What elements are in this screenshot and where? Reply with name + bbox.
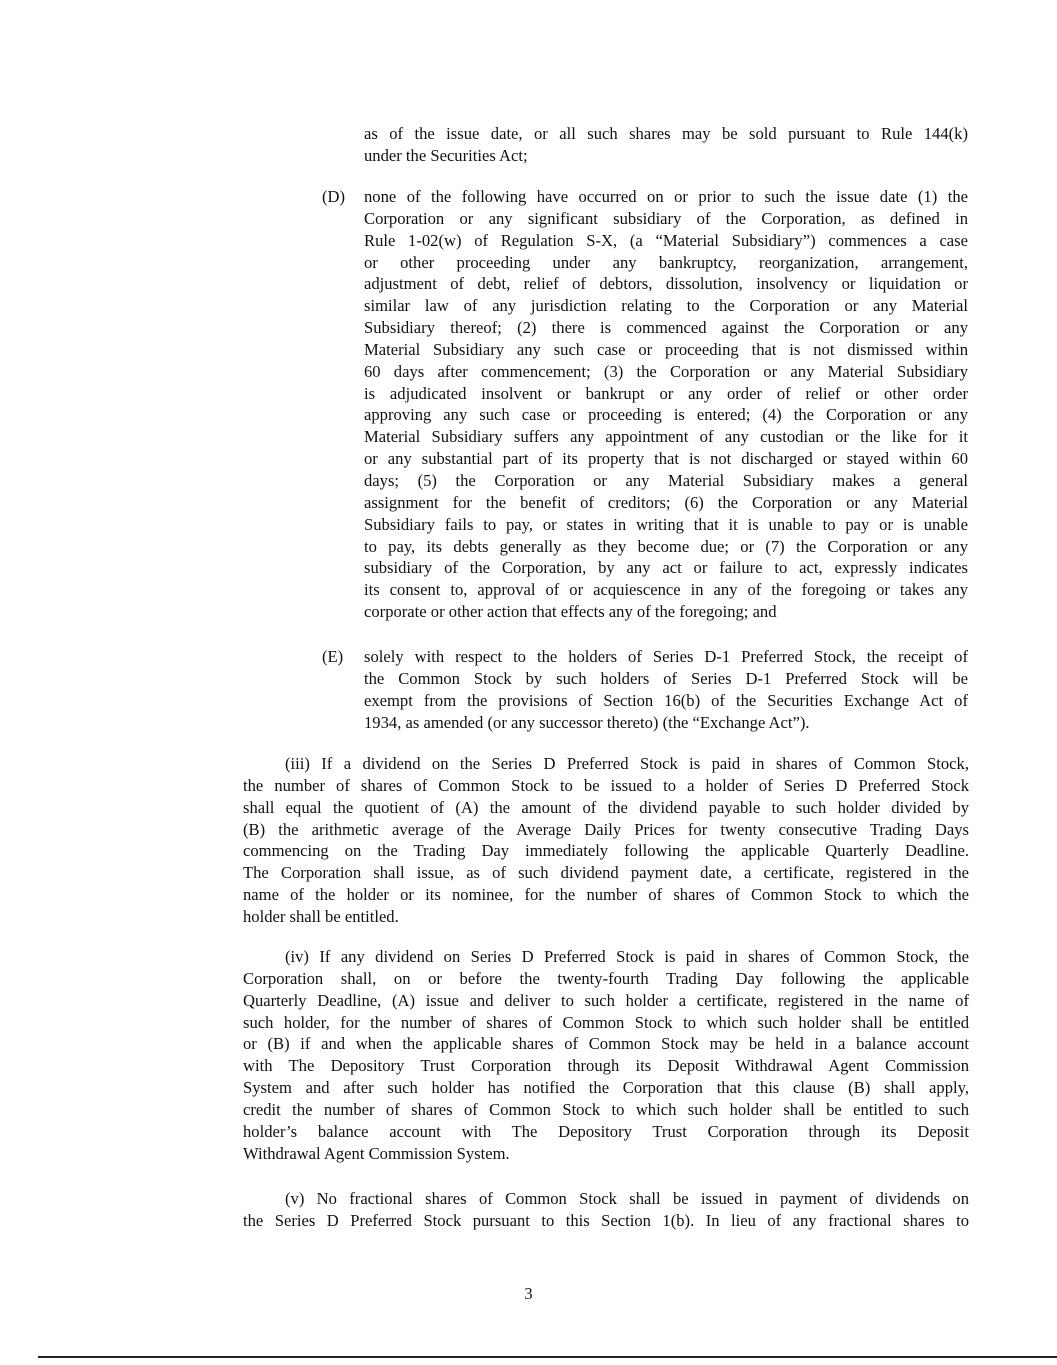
text-line: assignment for the benefit of creditors; (6) the Corporation or any Material [364,492,968,512]
text-line [243,753,969,775]
text-line: corporate or other action that effects any of the foregoing; and [364,602,777,622]
text-line: Subsidiary fails to pay, or states in writing that it is unable to pay or is unable [364,514,968,534]
text-line: none of the following have occurred on or prior to such the issue date (1) the [364,187,968,206]
text-line: approving any such case or proceeding is entered; (4) the Corporation or any [364,405,968,425]
text-line: Corporation shall, on or before the twenty-fourth Trading Day following the applicable [243,968,969,988]
text-line-content: (iv) If any dividend on Series D Preferred Stock is paid in shares of Common Stock, the [285,947,969,966]
text-line: credit the number of shares of Common Stock to which such holder shall be entitled to such [243,1099,969,1119]
text-line: such holder, for the number of shares of Common Stock to which such holder shall be entitled [243,1012,969,1032]
text-line: subsidiary of the Corporation, by any act or failure to act, expressly indicates [364,558,968,578]
text-line: name of the holder or its nominee, for the number of shares of Common Stock to which the [243,885,969,905]
clause-d [322,186,968,623]
text-line: is adjudicated insolvent or bankrupt or any order of relief or other order [364,383,968,403]
text-line: Corporation or any significant subsidiary of the Corporation, as defined in [364,208,968,228]
text-line: similar law of any jurisdiction relating to the Corporation or any Material [364,296,968,316]
text-line: its consent to, approval of or acquiescence in any of the foregoing or takes any [364,580,968,600]
paragraph-iv [243,946,969,1164]
text-line: holder’s balance account with The Depository Trust Corporation through its Deposit [243,1121,969,1141]
clause-d-label: (D) [322,187,346,206]
text-line: Subsidiary thereof; (2) there is commenced against the Corporation or any [364,318,968,338]
text-line: with The Depository Trust Corporation through its Deposit Withdrawal Agent Commission [243,1056,969,1076]
text-line: Material Subsidiary suffers any appointment of any custodian or the like for it [364,427,968,447]
text-line: commencing on the Trading Day immediately following the applicable Quarterly Deadline. [243,841,969,861]
text-line: the number of shares of Common Stock to be issued to a holder of Series D Preferred Stock [243,775,969,795]
text-line: the Series D Preferred Stock pursuant to this Section 1(b). In lieu of any fractional shares to [243,1210,969,1230]
text-line: the Common Stock by such holders of Series D-1 Preferred Stock will be [364,668,968,688]
text-line: days; (5) the Corporation or any Material Subsidiary makes a general [364,470,968,490]
text-line: to pay, its debts generally as they become due; or (7) the Corporation or any [364,536,968,556]
text-line [243,1188,969,1210]
text-line-content: (v) No fractional shares of Common Stock shall be issued in payment of dividends on [285,1189,969,1208]
text-line: Rule 1-02(w) of Regulation S-X, (a “Material Subsidiary”) commences a case [364,230,968,250]
text-line: or (B) if and when the applicable shares of Common Stock may be held in a balance account [243,1034,969,1054]
text-line: under the Securities Act; [364,145,528,165]
text-line [243,946,969,968]
text-line: Withdrawal Agent Commission System. [243,1143,510,1163]
paragraph-iii [243,753,969,928]
text-line: shall equal the quotient of (A) the amount of the dividend payable to such holder divided by [243,797,969,817]
text-line: Material Subsidiary any such case or proceeding that is not dismissed within [364,339,968,359]
text-line: solely with respect to the holders of Series D-1 Preferred Stock, the receipt of [364,647,968,666]
text-line: (B) the arithmetic average of the Average Daily Prices for twenty consecutive Trading Days [243,819,969,839]
text-line: adjustment of debt, relief of debtors, dissolution, insolvency or liquidation or [364,274,968,294]
text-line: or any substantial part of its property that is not discharged or stayed within 60 [364,449,968,469]
text-line: holder shall be entitled. [243,906,399,926]
text-line: Quarterly Deadline, (A) issue and deliver to such holder a certificate, registered in the name of [243,990,969,1010]
clause-c-continuation [364,123,968,167]
text-line: 1934, as amended (or any successor thereto) (the “Exchange Act”). [364,712,810,732]
text-line: 60 days after commencement; (3) the Corporation or any Material Subsidiary [364,361,968,381]
text-line: or other proceeding under any bankruptcy, reorganization, arrangement, [364,252,968,272]
clause-e-label: (E) [322,647,344,666]
paragraph-v [243,1188,969,1232]
bottom-rule [38,1356,1057,1358]
clause-e [322,646,968,733]
text-line: exempt from the provisions of Section 16(b) of the Securities Exchange Act of [364,690,968,710]
text-line-content: (iii) If a dividend on the Series D Preferred Stock is paid in shares of Common Stock, [285,754,969,773]
text-line: System and after such holder has notified the Corporation that this clause (B) shall apply, [243,1078,969,1098]
text-line: as of the issue date, or all such shares may be sold pursuant to Rule 144(k) [364,124,968,143]
text-line: The Corporation shall issue, as of such dividend payment date, a certificate, registered in the [243,863,969,883]
page-number: 3 [524,1284,533,1303]
